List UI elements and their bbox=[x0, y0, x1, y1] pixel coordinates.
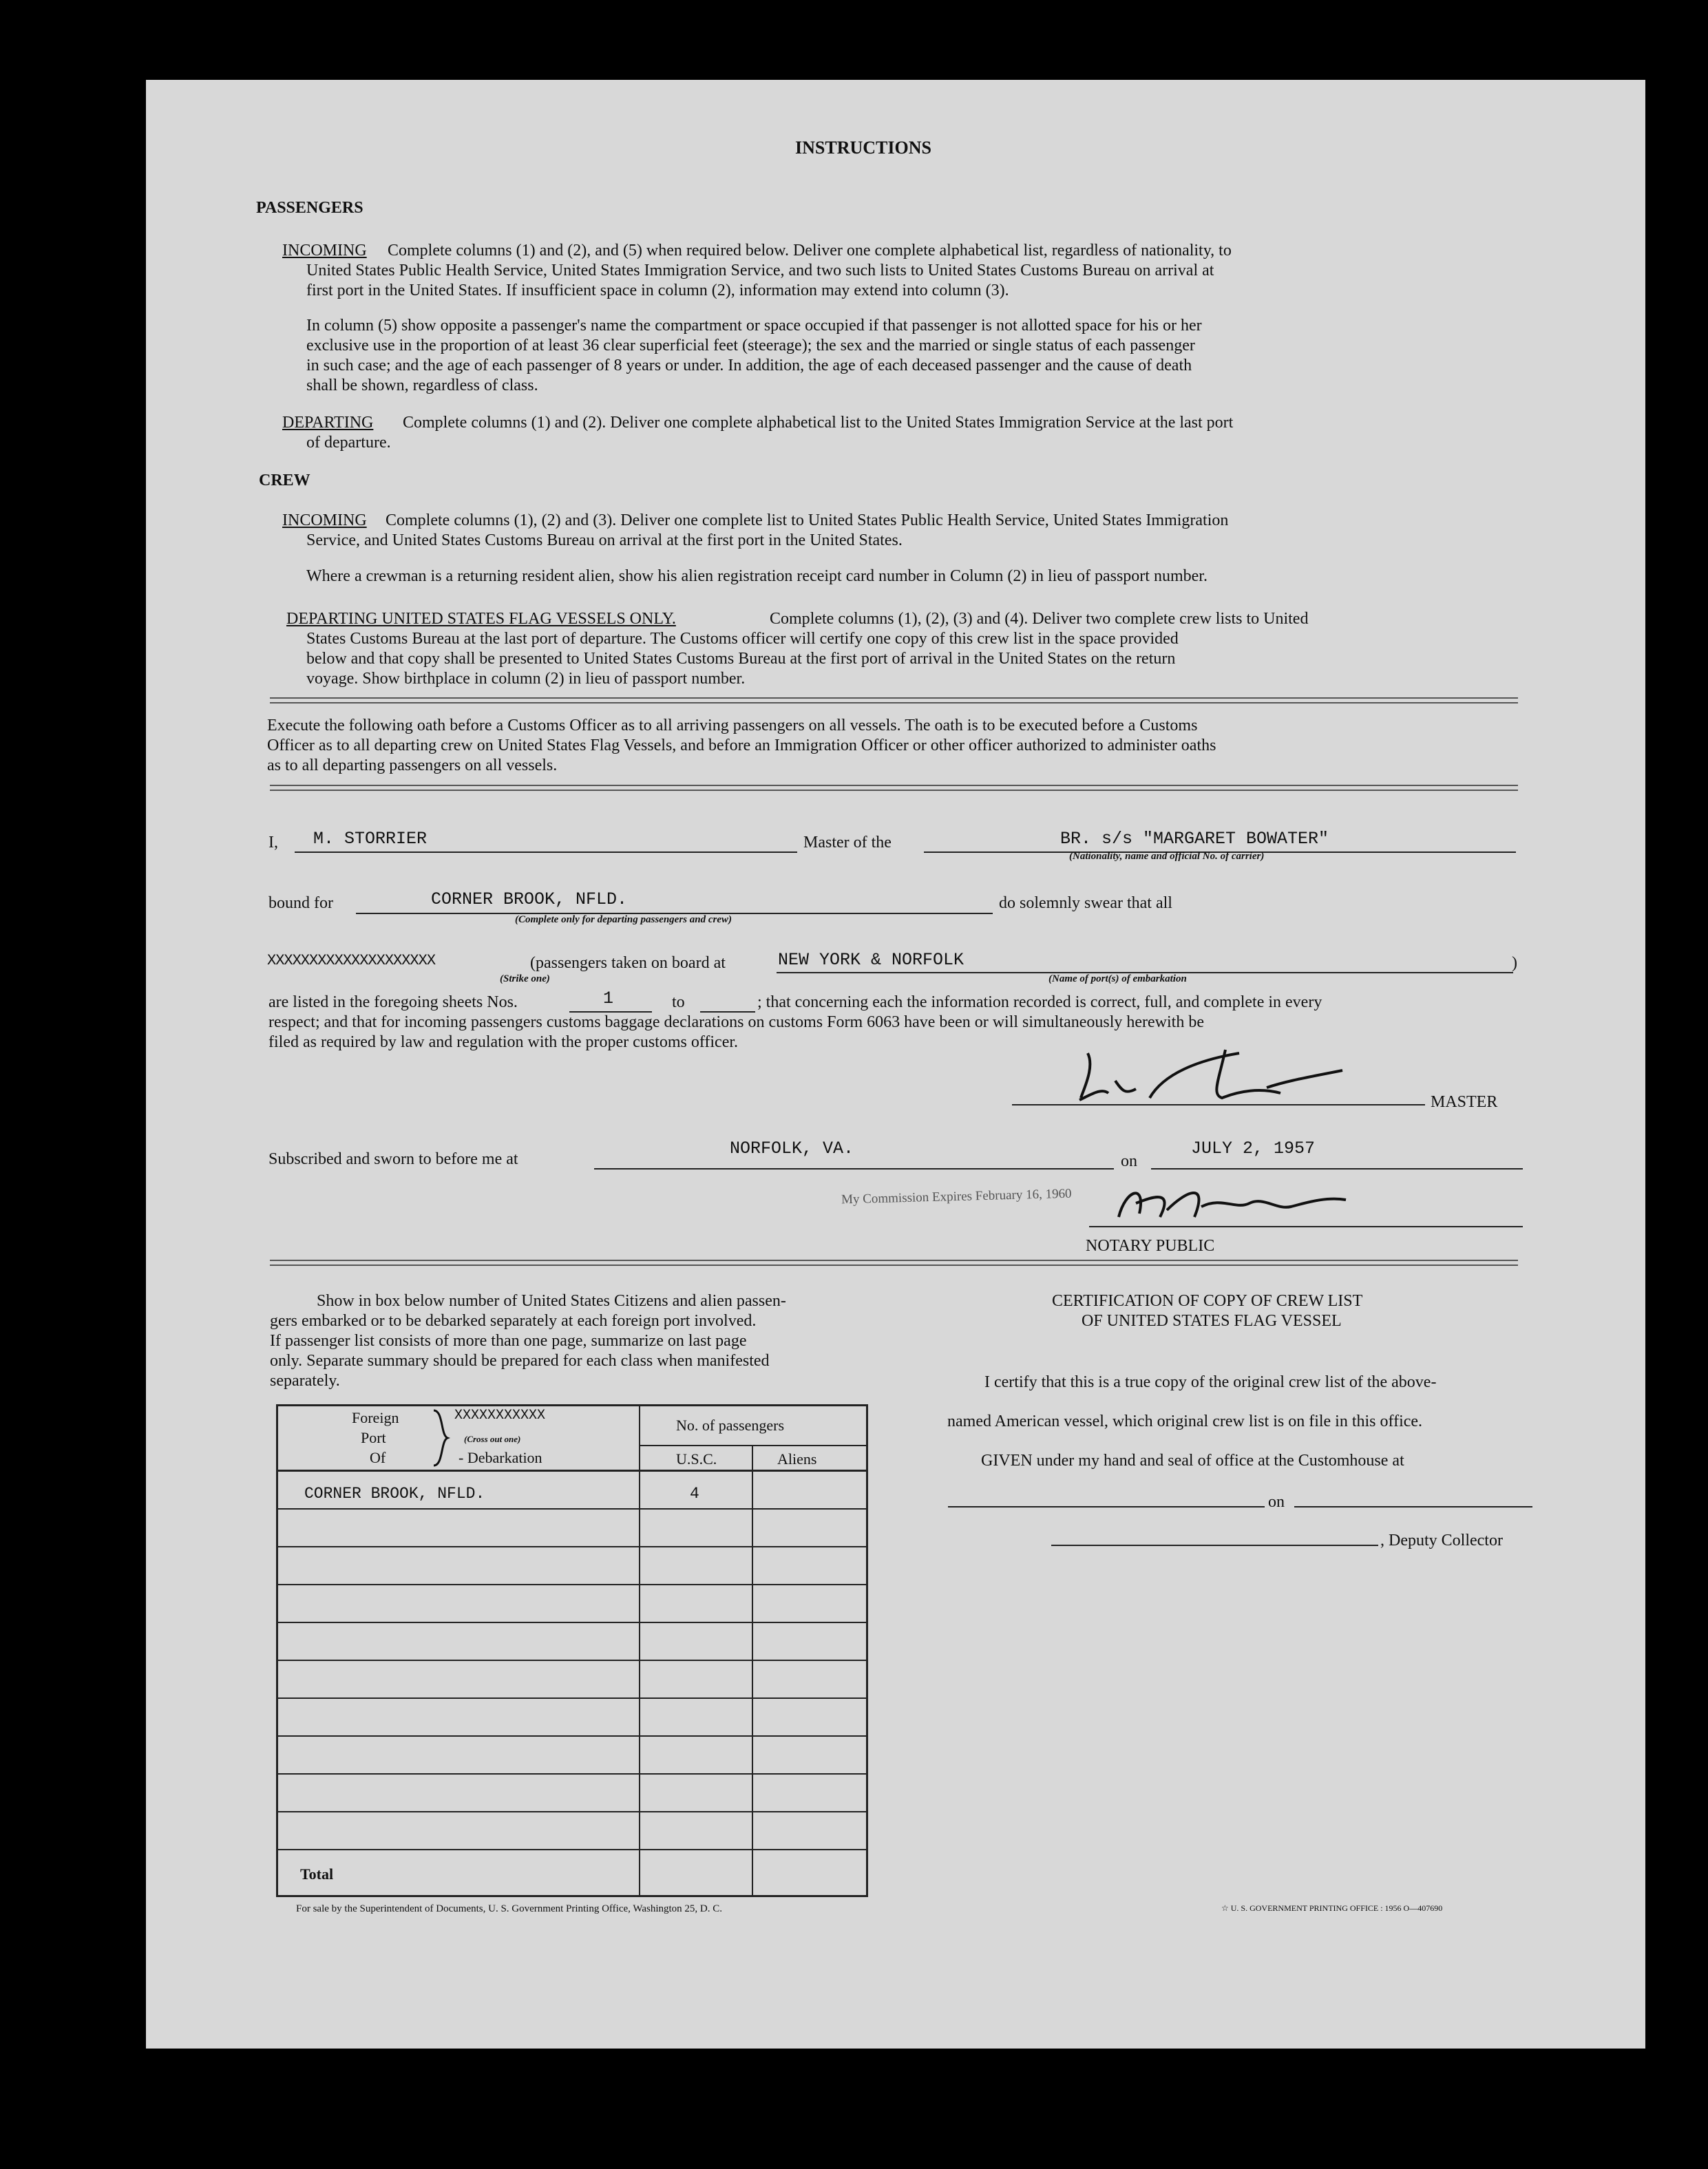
summary-text: Show in box below number of United States Citizens and alien passen- bbox=[317, 1292, 786, 1310]
page-title: INSTRUCTIONS bbox=[795, 138, 931, 158]
table-row-usc[interactable]: 4 bbox=[690, 1485, 699, 1503]
deputy-collector-label: , Deputy Collector bbox=[1380, 1532, 1503, 1549]
summary-text: If passenger list consists of more than one page, summarize on last page bbox=[270, 1332, 747, 1350]
sworn-date-field[interactable]: JULY 2, 1957 bbox=[1191, 1139, 1316, 1158]
oath-text: as to all departing passengers on all vessels. bbox=[267, 756, 558, 774]
commission-stamp: My Commission Expires February 16, 1960 bbox=[841, 1186, 1072, 1207]
passengers-heading: PASSENGERS bbox=[256, 199, 363, 217]
oath-text: Officer as to all departing crew on United States Flag Vessels, and before an Immigration Officer or other officer authorized to administer oaths bbox=[267, 737, 1216, 754]
crew-departing-text: States Customs Bureau at the last port of departure. The Customs officer will certify one copy of this crew list in the space provided bbox=[306, 630, 1179, 648]
summary-text: only. Separate summary should be prepared for each class when manifested bbox=[270, 1352, 770, 1370]
vessel-caption: (Nationality, name and official No. of carrier) bbox=[1069, 851, 1265, 862]
usc-header: U.S.C. bbox=[676, 1450, 717, 1468]
brace-icon bbox=[431, 1408, 452, 1468]
port-header: Foreign bbox=[352, 1409, 399, 1426]
vessel-field[interactable]: BR. s/s "MARGARET BOWATER" bbox=[1060, 829, 1329, 849]
to-label: to bbox=[672, 993, 685, 1011]
passengers-incoming-text: United States Public Health Service, United States Immigration Service, and two such lists to United States Customs Bureau on arrival at bbox=[306, 262, 1214, 279]
column5-text: In column (5) show opposite a passenger's name the compartment or space occupied if that passenger is not allotted space for his or her bbox=[306, 317, 1202, 335]
ports-caption: (Name of port(s) of embarkation bbox=[1048, 973, 1187, 984]
notary-signature bbox=[1098, 1176, 1360, 1231]
total-label: Total bbox=[300, 1865, 334, 1883]
passenger-summary-table bbox=[276, 1404, 868, 1897]
crew-departing-text: Complete columns (1), (2), (3) and (4). Deliver two complete crew lists to United bbox=[770, 610, 1309, 628]
divider bbox=[270, 785, 1518, 791]
aliens-header: Aliens bbox=[777, 1450, 817, 1468]
crew-departing-text: below and that copy shall be presented to United States Customs Bureau at the first port of arrival in the United States on the return bbox=[306, 650, 1176, 668]
certify-text: I certify that this is a true copy of the original crew list of the above- bbox=[984, 1373, 1437, 1391]
bound-for-field[interactable]: CORNER BROOK, NFLD. bbox=[431, 889, 628, 909]
strike-caption: (Strike one) bbox=[500, 973, 550, 984]
cert-date-line[interactable] bbox=[1294, 1506, 1532, 1507]
crew-resident-text: Where a crewman is a returning resident alien, show his alien registration receipt card number in Column (2) in lieu of passport number. bbox=[306, 567, 1208, 585]
passengers-departing-text: of departure. bbox=[306, 434, 391, 452]
master-of-label: Master of the bbox=[803, 834, 892, 851]
customhouse-line[interactable] bbox=[948, 1506, 1265, 1507]
struck-text: XXXXXXXXXXXXXXXXXXXX bbox=[267, 952, 436, 969]
port-header: Port bbox=[361, 1429, 386, 1446]
crew-incoming-text: Service, and United States Customs Bureau on arrival at the first port in the United States. bbox=[306, 531, 903, 549]
passengers-departing-text: Complete columns (1) and (2). Deliver one complete alphabetical list to the United States Immigration Service at the last port bbox=[403, 414, 1234, 432]
sheet-from-field[interactable]: 1 bbox=[603, 988, 614, 1008]
bound-for-label: bound for bbox=[268, 894, 333, 912]
sheets-rest: ; that concerning each the information recorded is correct, full, and complete in every bbox=[757, 993, 1322, 1011]
filed-line: filed as required by law and regulation with the proper customs officer. bbox=[268, 1033, 739, 1051]
divider bbox=[270, 1260, 1518, 1266]
certification-title: OF UNITED STATES FLAG VESSEL bbox=[1082, 1312, 1342, 1330]
passengers-incoming-label: INCOMING bbox=[282, 242, 367, 260]
notary-label: NOTARY PUBLIC bbox=[1086, 1237, 1215, 1255]
sworn-place-field[interactable]: NORFOLK, VA. bbox=[730, 1139, 854, 1158]
cert-on-label: on bbox=[1268, 1493, 1285, 1511]
passengers-taken-label: (passengers taken on board at bbox=[530, 954, 726, 972]
passengers-incoming-text: first port in the United States. If insufficient space in column (2), information may extend into column (3). bbox=[306, 282, 1009, 299]
passengers-header: No. of passengers bbox=[676, 1417, 785, 1434]
notary-signature-line bbox=[1089, 1226, 1523, 1227]
crew-incoming-text: Complete columns (1), (2) and (3). Deliver one complete list to United States Public Health Service, United States Immigration bbox=[386, 511, 1229, 529]
summary-text: gers embarked or to be debarked separately at each foreign port involved. bbox=[270, 1312, 757, 1330]
table-row-port[interactable]: CORNER BROOK, NFLD. bbox=[304, 1485, 485, 1503]
column5-text: exclusive use in the proportion of at least 36 clear superficial feet (steerage); the sex and the married or single status of each passenger bbox=[306, 337, 1195, 355]
passengers-departing-label: DEPARTING bbox=[282, 414, 374, 432]
subscribed-label: Subscribed and sworn to before me at bbox=[268, 1150, 518, 1168]
summary-text: separately. bbox=[270, 1372, 340, 1390]
column5-text: shall be shown, regardless of class. bbox=[306, 377, 538, 394]
crew-heading: CREW bbox=[259, 472, 310, 489]
swear-label: do solemnly swear that all bbox=[999, 894, 1172, 912]
master-name-field[interactable]: M. STORRIER bbox=[313, 829, 428, 849]
footer-right: ☆ U. S. GOVERNMENT PRINTING OFFICE : 1956 O—407690 bbox=[1221, 1903, 1443, 1913]
debarkation-label: - Debarkation bbox=[458, 1449, 542, 1466]
close-paren: ) bbox=[1512, 954, 1517, 972]
i-label: I, bbox=[268, 834, 278, 851]
respect-line: respect; and that for incoming passengers customs baggage declarations on customs Form 6063 have been or will simultaneously herewith be bbox=[268, 1013, 1204, 1031]
master-signature-line bbox=[1012, 1104, 1425, 1105]
embarkation-struck: XXXXXXXXXXX bbox=[454, 1408, 546, 1424]
divider bbox=[270, 697, 1518, 703]
port-header: Of bbox=[370, 1449, 386, 1466]
ports-field[interactable]: NEW YORK & NORFOLK bbox=[778, 950, 964, 970]
oath-text: Execute the following oath before a Customs Officer as to all arriving passengers on all vessels. The oath is to be executed before a Customs bbox=[267, 717, 1198, 734]
column5-text: in such case; and the age of each passenger of 8 years or under. In addition, the age of each deceased passenger and the cause of death bbox=[306, 357, 1192, 374]
deputy-collector-line[interactable] bbox=[1051, 1545, 1378, 1546]
passengers-incoming-text: Complete columns (1) and (2), and (5) when required below. Deliver one complete alphabetical list, regardless of nationality, to bbox=[388, 242, 1232, 260]
on-label: on bbox=[1121, 1152, 1137, 1170]
footer-left: For sale by the Superintendent of Documents, U. S. Government Printing Office, Washington 25, D. C. bbox=[296, 1903, 722, 1914]
sworn-place-line bbox=[594, 1168, 1114, 1170]
crew-departing-label: DEPARTING UNITED STATES FLAG VESSELS ONLY. bbox=[286, 610, 676, 628]
certification-title: CERTIFICATION OF COPY OF CREW LIST bbox=[1052, 1292, 1363, 1310]
sworn-date-line bbox=[1151, 1168, 1523, 1170]
master-label: MASTER bbox=[1431, 1093, 1498, 1111]
cross-out-caption: (Cross out one) bbox=[464, 1434, 521, 1444]
crew-departing-text: voyage. Show birthplace in column (2) in lieu of passport number. bbox=[306, 670, 746, 688]
master-name-line bbox=[295, 851, 797, 853]
certify-text: named American vessel, which original crew list is on file in this office. bbox=[947, 1413, 1423, 1430]
crew-incoming-label: INCOMING bbox=[282, 511, 367, 529]
given-text: GIVEN under my hand and seal of office at the Customhouse at bbox=[981, 1452, 1404, 1470]
sheets-label: are listed in the foregoing sheets Nos. bbox=[268, 993, 518, 1011]
bound-caption: (Complete only for departing passengers and crew) bbox=[515, 914, 732, 925]
